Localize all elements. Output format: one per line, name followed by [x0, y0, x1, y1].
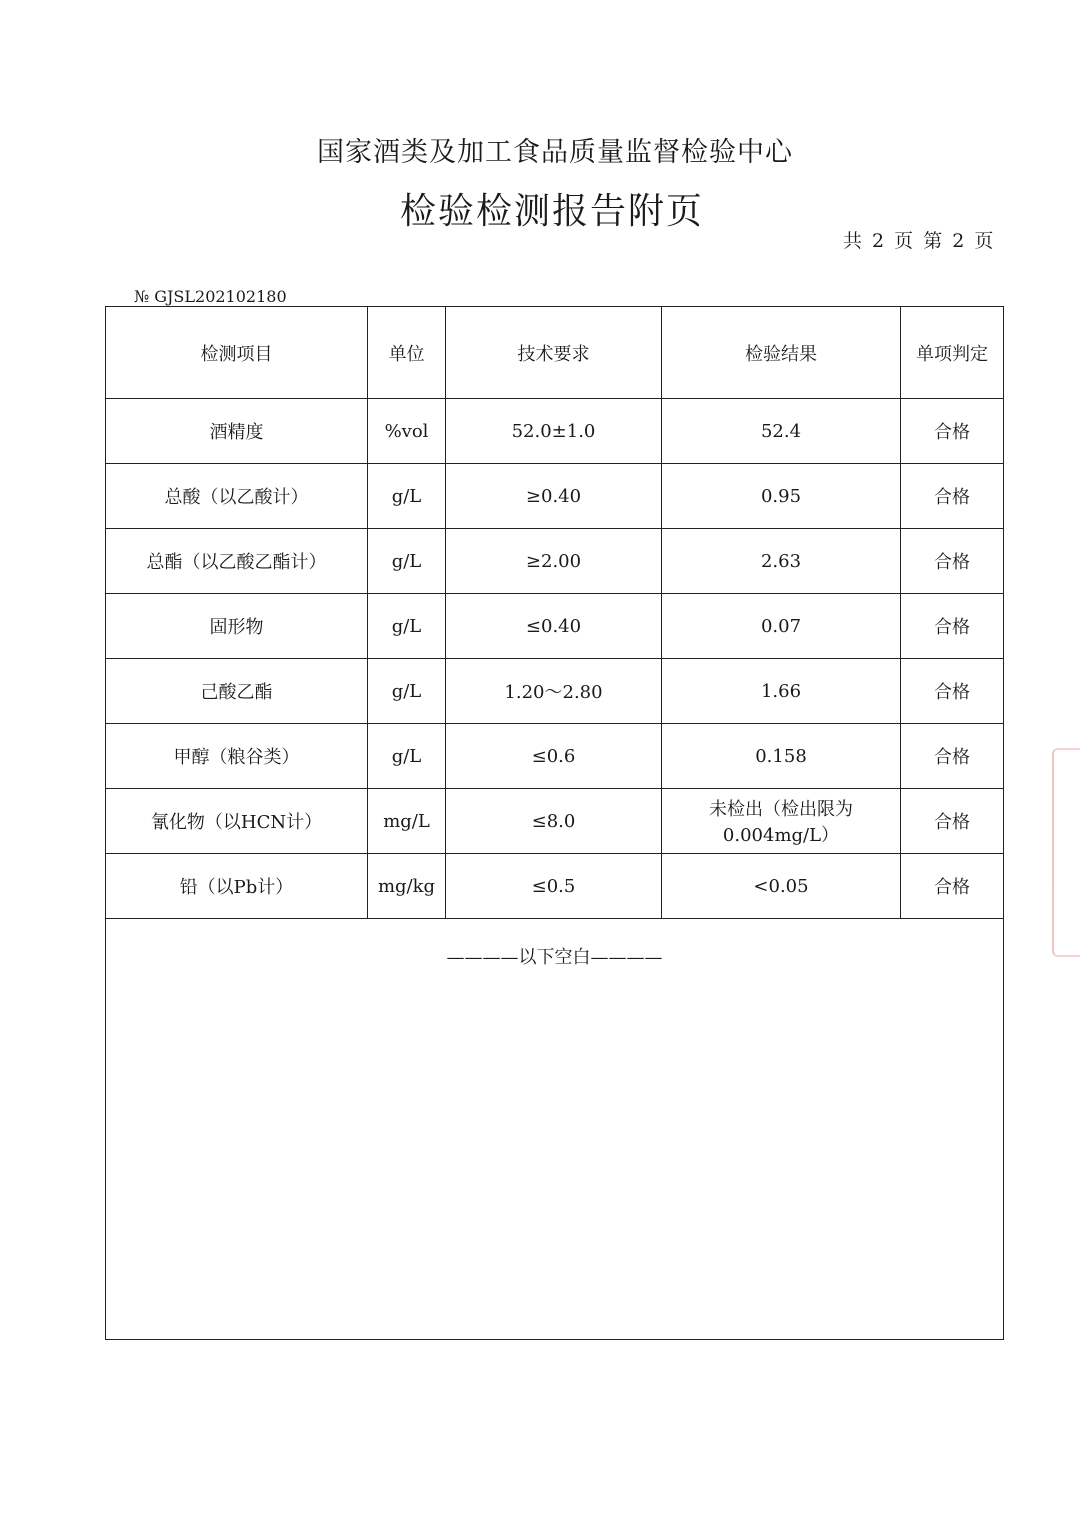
blank-row: [106, 919, 1004, 1340]
requirement: ≤0.6: [446, 724, 662, 789]
judgement: 合格: [901, 399, 1004, 464]
table-row: [106, 594, 1004, 659]
judgement: 合格: [901, 659, 1004, 724]
column-header-judgement: 单项判定: [901, 307, 1004, 399]
column-header-item: 检测项目: [106, 307, 368, 399]
seal-stamp-edge: [1052, 748, 1080, 957]
results-table: [105, 306, 1004, 1340]
table-row: [106, 659, 1004, 724]
table-row: [106, 789, 1004, 854]
test-item: 铅（以Pb计）: [106, 854, 368, 919]
result: 未检出（检出限为0.004mg/L）: [662, 789, 901, 854]
table-row: [106, 529, 1004, 594]
unit: g/L: [368, 529, 446, 594]
result: <0.05: [662, 854, 901, 919]
unit: g/L: [368, 594, 446, 659]
judgement: 合格: [901, 854, 1004, 919]
requirement: 1.20～2.80: [446, 659, 662, 724]
requirement: ≤0.5: [446, 854, 662, 919]
test-item: 总酸（以乙酸计）: [106, 464, 368, 529]
column-header-result: 检验结果: [662, 307, 901, 399]
result: 1.66: [662, 659, 901, 724]
requirement: ≤8.0: [446, 789, 662, 854]
requirement: 52.0±1.0: [446, 399, 662, 464]
unit: g/L: [368, 724, 446, 789]
test-item: 总酯（以乙酸乙酯计）: [106, 529, 368, 594]
table-row: [106, 399, 1004, 464]
unit: mg/L: [368, 789, 446, 854]
result: 0.158: [662, 724, 901, 789]
result: 0.07: [662, 594, 901, 659]
judgement: 合格: [901, 594, 1004, 659]
organization-name: 国家酒类及加工食品质量监督检验中心: [317, 137, 793, 168]
requirement: ≤0.40: [446, 594, 662, 659]
result: 0.95: [662, 464, 901, 529]
column-header-unit: 单位: [368, 307, 446, 399]
report-title: 检验检测报告附页: [399, 191, 704, 232]
judgement: 合格: [901, 464, 1004, 529]
report-number: № GJSL202102180: [134, 287, 287, 306]
column-header-requirement: 技术要求: [446, 307, 662, 399]
table-row: [106, 854, 1004, 919]
test-item: 己酸乙酯: [106, 659, 368, 724]
judgement: 合格: [901, 724, 1004, 789]
table-row: [106, 464, 1004, 529]
unit: mg/kg: [368, 854, 446, 919]
judgement: 合格: [901, 529, 1004, 594]
unit: %vol: [368, 399, 446, 464]
unit: g/L: [368, 464, 446, 529]
test-item: 酒精度: [106, 399, 368, 464]
judgement: 合格: [901, 789, 1004, 854]
test-item: 氰化物（以HCN计）: [106, 789, 368, 854]
table-header-row: [106, 307, 1004, 399]
test-item: 甲醇（粮谷类）: [106, 724, 368, 789]
table-row: [106, 724, 1004, 789]
test-item: 固形物: [106, 594, 368, 659]
result: 2.63: [662, 529, 901, 594]
unit: g/L: [368, 659, 446, 724]
page-info: 共 2 页 第 2 页: [843, 230, 994, 252]
requirement: ≥0.40: [446, 464, 662, 529]
blank-note: ————以下空白————: [106, 919, 1004, 1340]
requirement: ≥2.00: [446, 529, 662, 594]
result: 52.4: [662, 399, 901, 464]
